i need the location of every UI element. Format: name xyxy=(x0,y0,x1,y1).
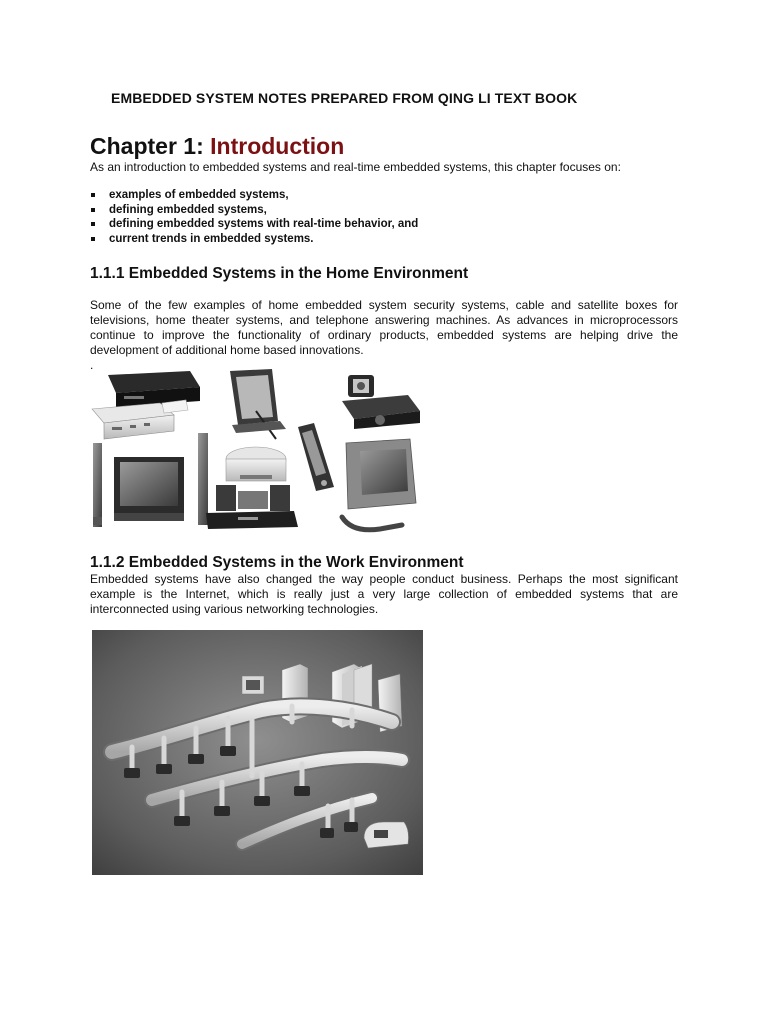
printer-icon xyxy=(226,447,286,481)
workstation-icon xyxy=(242,676,264,694)
section-heading-work: 1.1.2 Embedded Systems in the Work Environment xyxy=(90,554,464,571)
stereo-system-icon xyxy=(206,485,298,529)
home-devices-figure xyxy=(90,367,422,537)
tower-speaker-icon xyxy=(198,433,208,525)
chapter-intro: As an introduction to embedded systems and real-time embedded systems, this chapter focuses on: xyxy=(90,160,621,174)
document-header-title: EMBEDDED SYSTEM NOTES PREPARED FROM QING LI TEXT BOOK xyxy=(111,90,578,106)
section-heading-home: 1.1.1 Embedded Systems in the Home Environment xyxy=(90,265,469,282)
television-icon xyxy=(114,457,184,521)
focus-list-item: defining embedded systems, xyxy=(90,203,418,218)
focus-list-item: examples of embedded systems, xyxy=(90,188,418,203)
section-paragraph-work: Embedded systems have also changed the way people conduct business. Perhaps the most significant example is the Internet, which is really just a very large collection of embedded systems that are interconnected using various networking technologies. xyxy=(90,572,678,616)
focus-list-item: current trends in embedded systems. xyxy=(90,232,418,247)
stray-period: . xyxy=(90,358,94,372)
video-projector-icon xyxy=(342,375,420,429)
section-paragraph-home: Some of the few examples of home embedded system security systems, cable and satellite boxes for televisions, home theater systems, and telephone answering machines. As advances in microprocessors continue to improve the functionality of ordinary products, embedded systems are helping drive the development of additional home based innovations. xyxy=(90,298,678,357)
screen-phone-icon xyxy=(342,439,416,530)
focus-list-item: defining embedded systems with real-time behavior, and xyxy=(90,217,418,232)
tower-speaker-icon xyxy=(93,443,102,527)
chapter-focus-list xyxy=(90,188,418,247)
tablet-icon xyxy=(230,369,286,439)
chapter-title xyxy=(90,131,344,161)
chapter-prefix: Chapter 1: xyxy=(90,133,211,159)
copier-icon xyxy=(364,822,409,848)
chapter-name: Introduction xyxy=(210,133,345,159)
set-top-box-icon xyxy=(92,403,174,439)
square-bullet-icon xyxy=(91,222,95,226)
square-bullet-icon xyxy=(91,193,95,197)
square-bullet-icon xyxy=(91,208,95,212)
office-network-figure xyxy=(92,630,423,875)
handheld-device-icon xyxy=(298,423,334,491)
square-bullet-icon xyxy=(91,237,95,241)
